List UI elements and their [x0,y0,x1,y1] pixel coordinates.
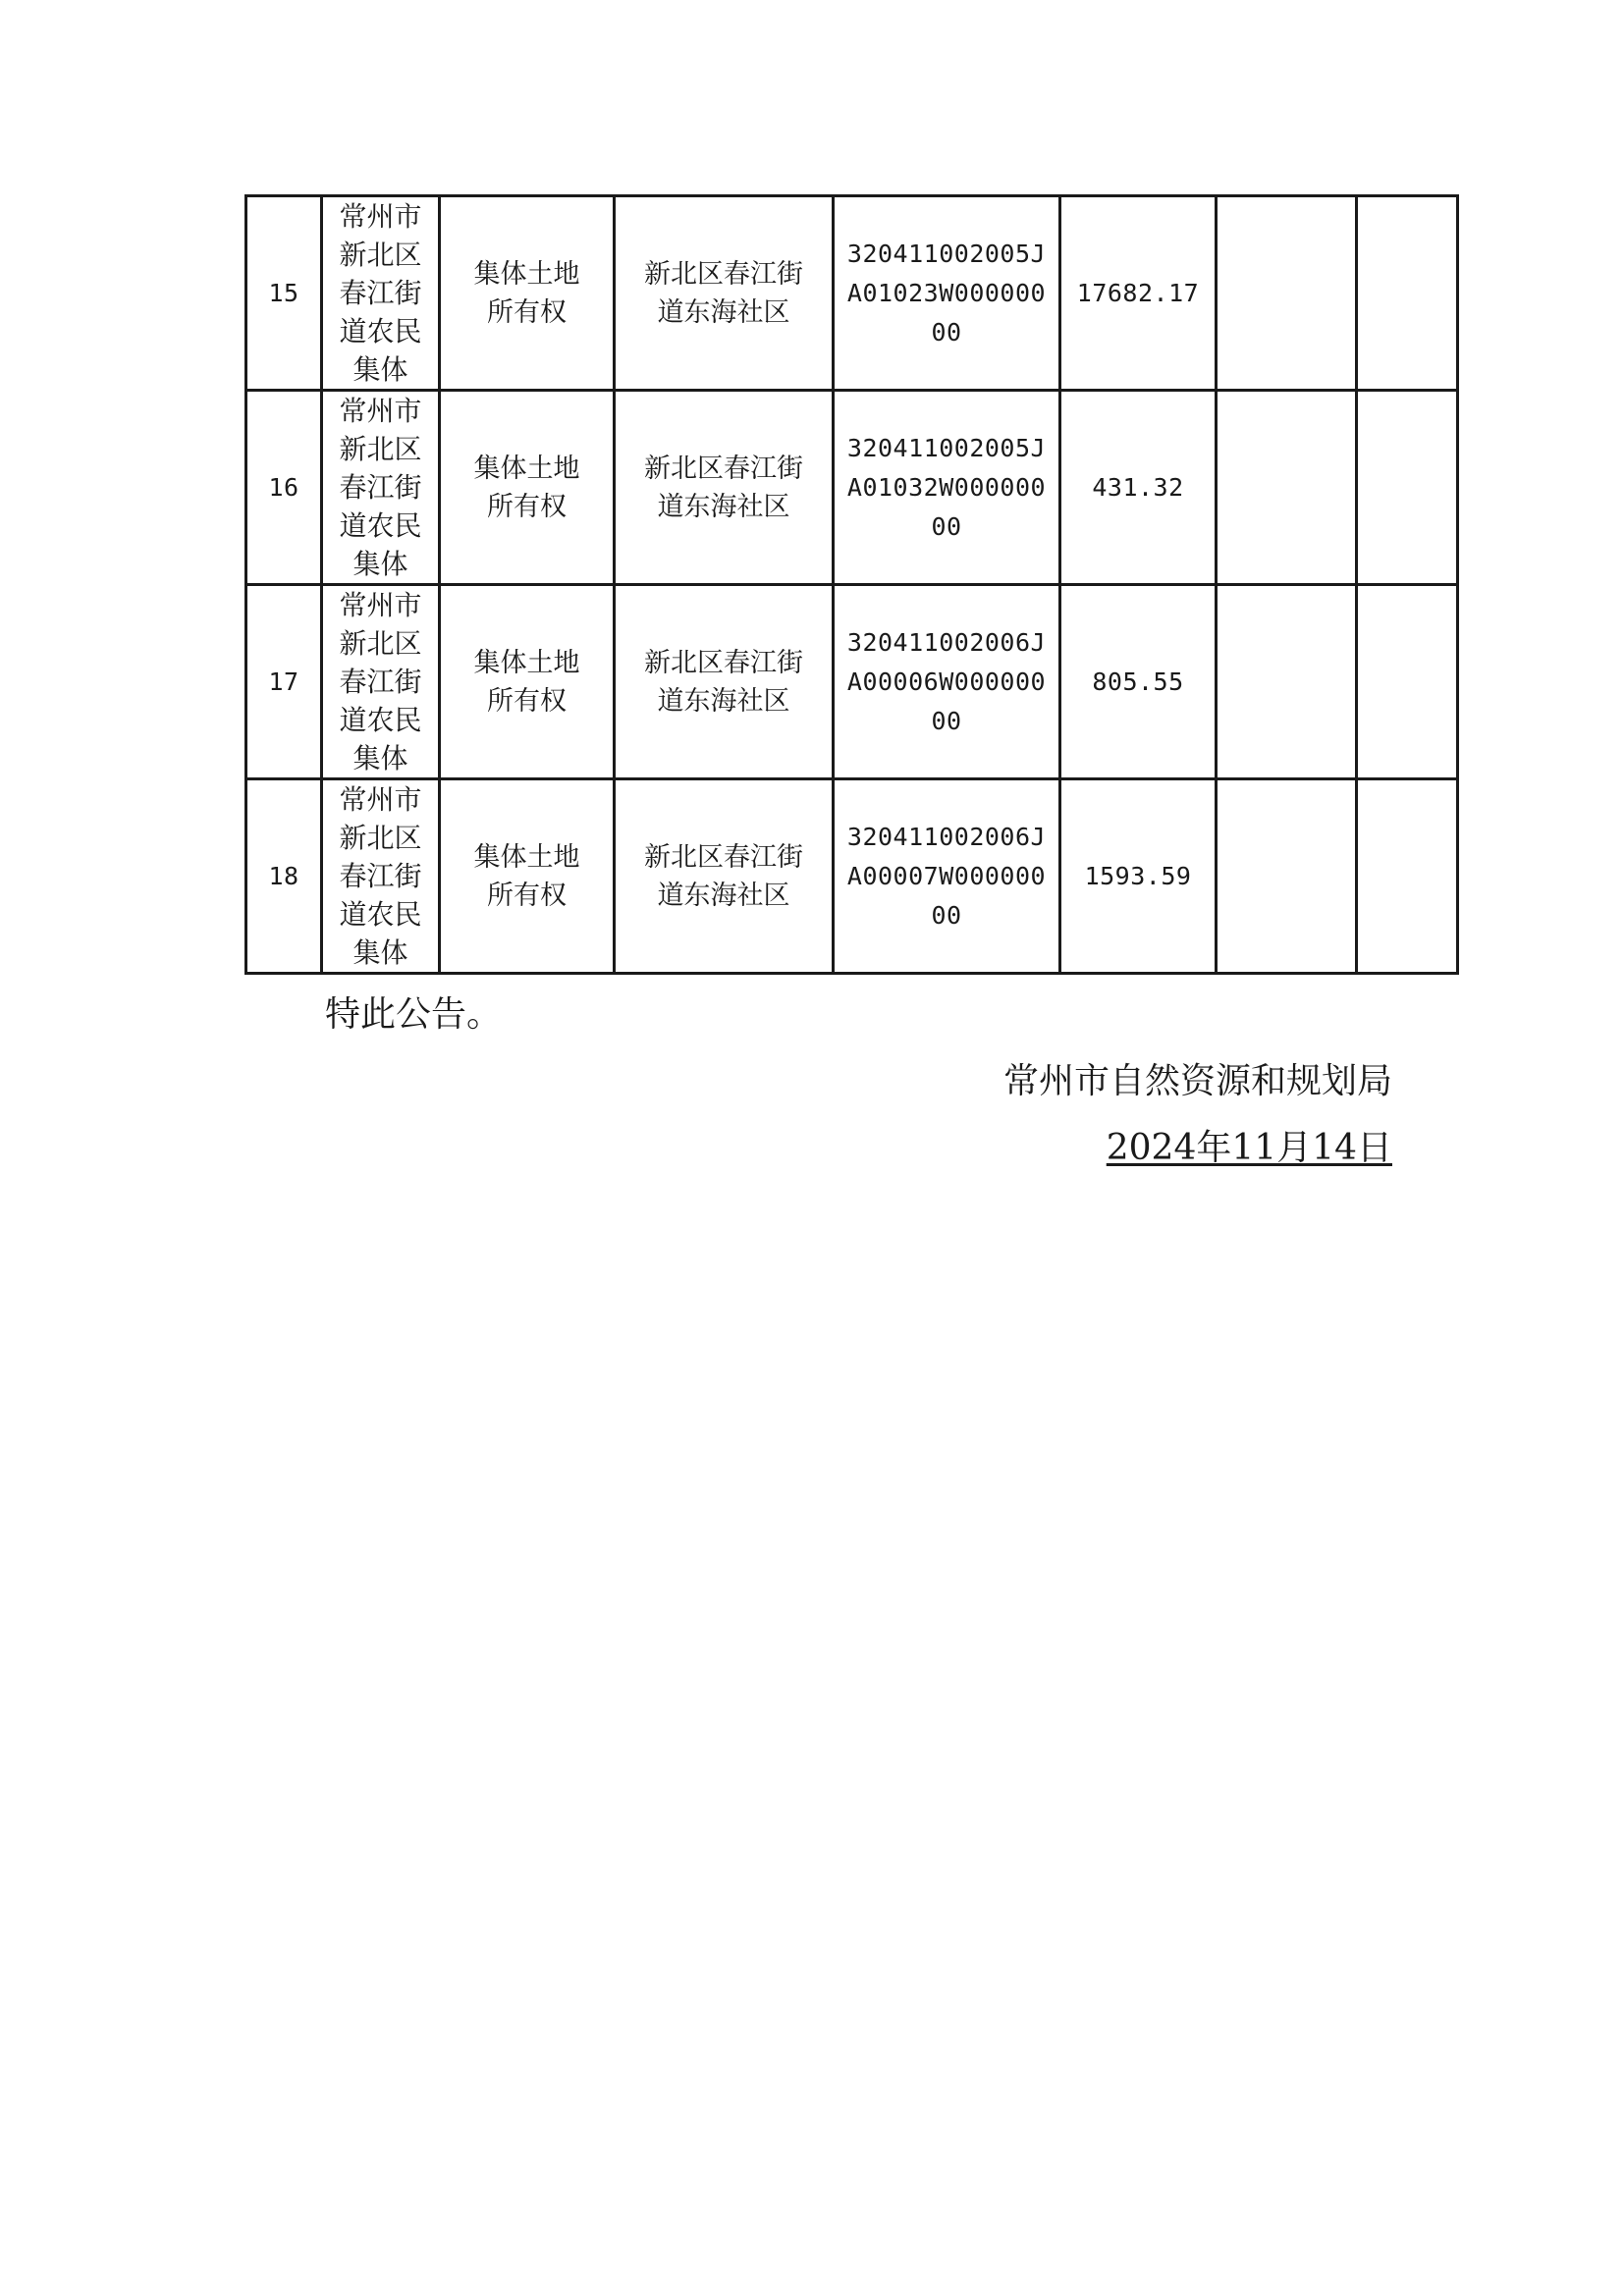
row-col7 [1217,196,1357,391]
row-right-type [440,585,615,779]
row-unit-code [834,196,1060,391]
table-row [246,391,1458,585]
row-col7 [1217,585,1357,779]
row-area: 17682.17 [1060,196,1217,391]
row-seq: 16 [246,391,322,585]
row-owner-text: 常州市新北区春江街道农民集体 [339,589,422,774]
row-owner-text: 常州市新北区春江街道农民集体 [339,200,422,386]
table-row [246,196,1458,391]
row-owner [322,196,440,391]
row-col7 [1217,779,1357,974]
row-unit-code-text: 320411002006JA00007W00000000 [846,822,1047,930]
row-location-text: 新北区春江街道东海社区 [644,453,803,522]
row-unit-code [834,779,1060,974]
row-col7 [1217,391,1357,585]
row-area: 805.55 [1060,585,1217,779]
row-col8 [1357,391,1458,585]
row-location-text: 新北区春江街道东海社区 [644,841,803,911]
row-col8 [1357,779,1458,974]
row-location [615,585,834,779]
row-right-type [440,391,615,585]
row-seq: 15 [246,196,322,391]
land-rights-table [244,194,1459,975]
row-location [615,196,834,391]
issuing-authority: 常州市自然资源和规划局 [1002,1061,1392,1101]
row-col8 [1357,196,1458,391]
row-col8 [1357,585,1458,779]
row-right-type-text: 集体土地所有权 [473,647,580,717]
row-right-type [440,779,615,974]
row-area: 431.32 [1060,391,1217,585]
row-unit-code [834,391,1060,585]
row-owner [322,391,440,585]
closing-statement: 特此公告。 [325,994,503,1035]
row-location-text: 新北区春江街道东海社区 [644,647,803,717]
row-right-type [440,196,615,391]
table-row [246,585,1458,779]
row-unit-code-text: 320411002005JA01023W00000000 [846,239,1047,347]
row-unit-code [834,585,1060,779]
row-seq: 18 [246,779,322,974]
row-owner [322,585,440,779]
row-owner [322,779,440,974]
row-unit-code-text: 320411002006JA00006W00000000 [846,627,1047,735]
row-right-type-text: 集体土地所有权 [473,258,580,328]
row-owner-text: 常州市新北区春江街道农民集体 [339,395,422,580]
row-unit-code-text: 320411002005JA01032W00000000 [846,433,1047,541]
row-seq: 17 [246,585,322,779]
row-area: 1593.59 [1060,779,1217,974]
issue-date: 2024年11月14日 [1106,1128,1392,1168]
row-location [615,391,834,585]
row-location [615,779,834,974]
row-right-type-text: 集体土地所有权 [473,453,580,522]
table-row [246,779,1458,974]
row-right-type-text: 集体土地所有权 [473,841,580,911]
row-location-text: 新北区春江街道东海社区 [644,258,803,328]
row-owner-text: 常州市新北区春江街道农民集体 [339,783,422,969]
